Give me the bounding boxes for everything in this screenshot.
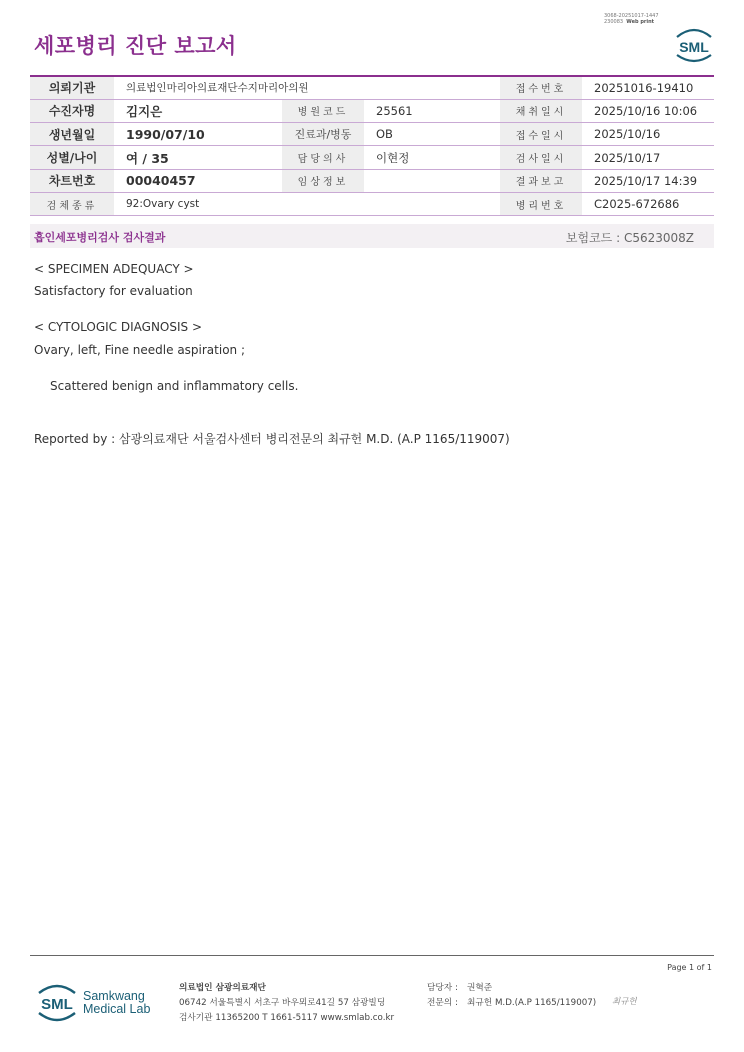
result-section-title: 흡인세포병리검사 검사결과 xyxy=(34,231,166,244)
specialist-name: 최규헌 M.D.(A.P 1165/119007) xyxy=(467,998,597,1008)
org-contact: 검사기관 11365200 T 1661-5117 www.smlab.co.kr xyxy=(179,1013,395,1023)
requesting-institution-value: 의료법인마리아의료재단수지마리아의원 xyxy=(114,76,500,99)
clinical-info-value xyxy=(364,169,500,192)
staff-label: 담당자 : xyxy=(427,983,458,993)
collection-datetime-value: 2025/10/16 10:06 xyxy=(582,99,714,122)
staff-name: 권혁준 xyxy=(467,983,493,993)
sml-logo-text: SML xyxy=(679,39,709,55)
brand-name-line2: Medical Lab xyxy=(83,1002,151,1016)
sex-age-value: 여 / 35 xyxy=(114,146,282,169)
test-date-label: 검사일시 xyxy=(500,146,582,169)
hospital-code-label: 병원코드 xyxy=(282,99,364,122)
table-row xyxy=(30,99,714,122)
pathology-number-label: 병리번호 xyxy=(500,192,582,215)
document-code-line1: 3068-20251017-1447 xyxy=(604,13,659,19)
chart-number-value: 00040457 xyxy=(114,169,282,192)
web-print-label: Web print xyxy=(626,19,655,25)
brand-name-line1: Samkwang xyxy=(83,989,145,1003)
footer-divider xyxy=(30,955,714,956)
org-name: 의료법인 삼광의료재단 xyxy=(179,983,266,993)
chart-number-label: 차트번호 xyxy=(30,169,114,192)
attending-doctor-value: 이현정 xyxy=(364,146,500,169)
document-code-number: 230083 xyxy=(604,19,624,25)
test-date-value: 2025/10/17 xyxy=(582,146,714,169)
table-row xyxy=(30,169,714,192)
table-row xyxy=(30,123,714,146)
result-section-header xyxy=(30,224,714,248)
table-row xyxy=(30,146,714,169)
requesting-institution-label: 의뢰기관 xyxy=(30,76,114,99)
department-label: 진료과/병동 xyxy=(282,123,364,146)
receipt-number-label: 접수번호 xyxy=(500,76,582,99)
patient-name-label: 수진자명 xyxy=(30,99,114,122)
org-address: 06742 서울특별시 서초구 바우뫼로41길 57 삼광빌딩 xyxy=(179,998,386,1008)
document-code xyxy=(604,13,659,25)
sex-age-label: 성별/나이 xyxy=(30,146,114,169)
collection-datetime-label: 채취일시 xyxy=(500,99,582,122)
diagnosis-text: Scattered benign and inflammatory cells. xyxy=(50,379,299,393)
pathology-number-value: C2025-672686 xyxy=(582,192,714,215)
department-value: OB xyxy=(364,123,500,146)
specimen-type-value: 92:Ovary cyst xyxy=(114,192,500,215)
diagnosis-heading: < CYTOLOGIC DIAGNOSIS > xyxy=(34,320,203,334)
page-title: 세포병리 진단 보고서 xyxy=(34,34,237,58)
diagnosis-site: Ovary, left, Fine needle aspiration ; xyxy=(34,343,246,357)
signature: 최규헌 xyxy=(612,997,637,1007)
page-number: Page 1 of 1 xyxy=(667,963,712,972)
patient-name-value: 김지은 xyxy=(114,99,282,122)
specialist-label: 전문의 : xyxy=(427,998,458,1008)
attending-doctor-label: 담당의사 xyxy=(282,146,364,169)
adequacy-heading: < SPECIMEN ADEQUACY > xyxy=(34,262,194,276)
birth-date-value: 1990/07/10 xyxy=(114,123,282,146)
adequacy-text: Satisfactory for evaluation xyxy=(34,284,193,298)
clinical-info-label: 임상정보 xyxy=(282,169,364,192)
result-report-label: 결과보고 xyxy=(500,169,582,192)
specimen-type-label: 검체종류 xyxy=(30,192,114,215)
samkwang-logo-text: SML xyxy=(41,996,73,1013)
table-row xyxy=(30,192,714,215)
insurance-code: 보험코드 : C5623008Z xyxy=(565,231,694,245)
samkwang-logo-icon xyxy=(36,979,78,1025)
hospital-code-value: 25561 xyxy=(364,99,500,122)
receipt-date-label: 접수일시 xyxy=(500,123,582,146)
reported-by: Reported by : 삼광의료재단 서울검사센터 병리전문의 최규헌 M.D. (A.P 1165/119007) xyxy=(34,432,510,446)
brand-name xyxy=(83,990,150,1016)
result-report-value: 2025/10/17 14:39 xyxy=(582,169,714,192)
sml-logo-icon xyxy=(673,25,715,65)
receipt-date-value: 2025/10/16 xyxy=(582,123,714,146)
table-row xyxy=(30,76,714,99)
receipt-number-value: 20251016-19410 xyxy=(582,76,714,99)
birth-date-label: 생년월일 xyxy=(30,123,114,146)
patient-info-table xyxy=(30,75,714,216)
